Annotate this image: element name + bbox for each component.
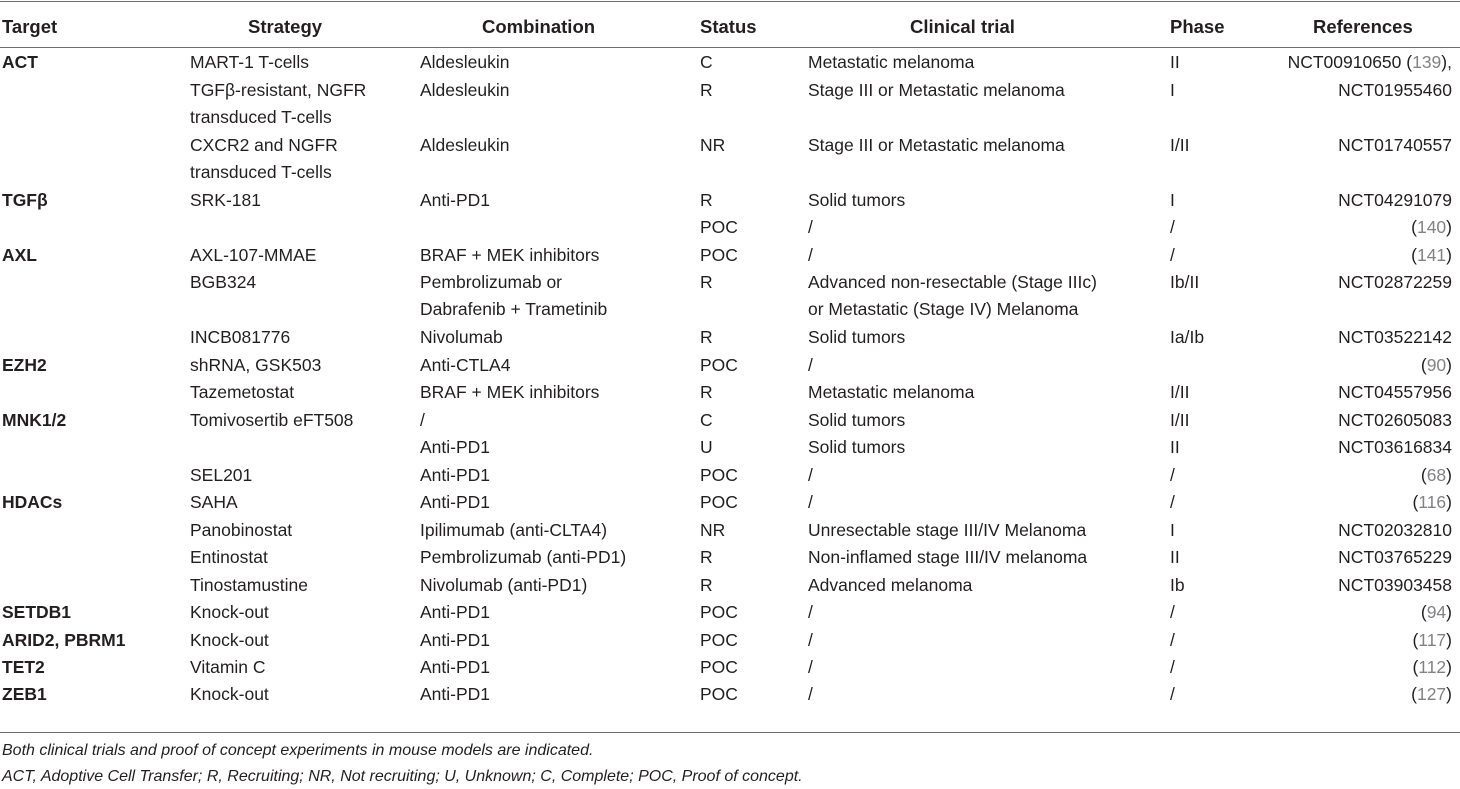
reference-text: ( [1411, 684, 1417, 704]
status-cell: POC [700, 217, 738, 237]
reference-number: 116 [1418, 492, 1447, 512]
trial-cell: Stage III or Metastatic melanoma [808, 80, 1065, 100]
phase-cell: / [1170, 245, 1175, 265]
reference-text: NCT02032810 [1338, 520, 1452, 540]
reference-close: ) [1446, 355, 1452, 375]
header-status: Status [700, 16, 757, 37]
combination-cell: Aldesleukin [420, 135, 510, 155]
reference-cell [1338, 572, 1452, 599]
phase-cell: II [1170, 547, 1180, 567]
reference-text: NCT01955460 [1338, 80, 1452, 100]
reference-text: ( [1412, 492, 1419, 512]
header-combination: Combination [482, 16, 596, 37]
strategy-cell: SRK-181 [190, 190, 262, 210]
combination-cell: Nivolumab [420, 327, 503, 347]
trial-cell: Solid tumors [808, 190, 906, 210]
reference-cell [1411, 681, 1452, 708]
trial-cell: / [808, 492, 813, 512]
phase-cell: / [1170, 492, 1175, 512]
target-cell: TGFβ [2, 190, 48, 210]
reference-cell [1412, 627, 1452, 654]
reference-number: 90 [1426, 355, 1447, 375]
combination-cell: BRAF + MEK inhibitors [420, 245, 600, 265]
reference-close: ) [1446, 657, 1452, 677]
strategy-cell: Tazemetostat [190, 382, 295, 402]
reference-close: ) [1446, 245, 1452, 265]
reference-text: ( [1412, 630, 1419, 650]
phase-cell: / [1170, 602, 1175, 622]
strategy-cell: AXL-107-MMAE [190, 245, 317, 265]
strategy-cell: Knock-out [190, 630, 269, 650]
trial-cell: / [808, 355, 813, 375]
combination-cell: Anti-PD1 [420, 630, 491, 650]
reference-cell [1338, 77, 1452, 104]
phase-cell: / [1170, 465, 1175, 485]
trial-cell: Unresectable stage III/IV Melanoma [808, 520, 1087, 540]
combination-cell: Anti-PD1 [420, 602, 491, 622]
reference-cell [1338, 132, 1452, 159]
combination-cell: / [420, 410, 425, 430]
reference-cell [1411, 214, 1452, 241]
reference-number: 127 [1416, 684, 1447, 704]
reference-close: ) [1446, 630, 1452, 650]
reference-cell [1338, 269, 1452, 296]
reference-text: ( [1411, 245, 1417, 265]
phase-cell: I/II [1170, 135, 1190, 155]
status-cell: POC [700, 657, 738, 677]
status-cell: R [700, 547, 713, 567]
strategy-cell: BGB324 [190, 272, 257, 292]
header-clinical-trial: Clinical trial [910, 16, 1015, 37]
phase-cell: / [1170, 217, 1175, 237]
combination-cell: BRAF + MEK inhibitors [420, 382, 600, 402]
trial-cell: / [808, 602, 813, 622]
trial-cell: Non-inflamed stage III/IV melanoma [808, 547, 1088, 567]
reference-number: 94 [1426, 602, 1447, 622]
phase-cell: II [1170, 437, 1180, 457]
bottom-rule [0, 732, 1460, 733]
footnote-1: Both clinical trials and proof of concept experiments in mouse models are indicated. [2, 742, 594, 759]
strategy-cell: Knock-out [190, 684, 269, 704]
reference-cell [1338, 407, 1452, 434]
footnote-2: ACT, Adoptive Cell Transfer; R, Recruiting; NR, Not recruiting; U, Unknown; C, Complete; POC, Proof of concept. [2, 768, 803, 785]
header-target: Target [2, 16, 58, 37]
reference-cell [1338, 379, 1452, 406]
header-references: References [1313, 16, 1413, 37]
reference-cell [1412, 654, 1452, 681]
phase-cell: Ib/II [1170, 272, 1200, 292]
combination-cell: Anti-CTLA4 [420, 355, 511, 375]
reference-close: ) [1446, 602, 1452, 622]
header-rule [0, 47, 1460, 48]
reference-text: NCT04557956 [1338, 382, 1452, 402]
phase-cell: / [1170, 657, 1175, 677]
reference-cell [1338, 544, 1452, 571]
phase-cell: Ib [1170, 575, 1185, 595]
reference-text: NCT03616834 [1338, 437, 1452, 457]
reference-text: NCT01740557 [1338, 135, 1452, 155]
status-cell: U [700, 437, 713, 457]
reference-cell [1421, 352, 1452, 379]
target-cell: HDACs [2, 492, 63, 512]
phase-cell: II [1170, 52, 1180, 72]
reference-cell [1288, 49, 1452, 76]
combination-cell: Anti-PD1 [420, 437, 491, 457]
reference-text: NCT03522142 [1338, 327, 1452, 347]
status-cell: R [700, 575, 713, 595]
status-cell: NR [700, 135, 726, 155]
reference-close: ), [1441, 52, 1452, 72]
reference-number: 140 [1416, 217, 1447, 237]
phase-cell: / [1170, 630, 1175, 650]
status-cell: POC [700, 492, 738, 512]
target-cell: ARID2, PBRM1 [2, 630, 126, 650]
reference-cell [1338, 517, 1452, 544]
strategy-cell: transduced T-cells [190, 162, 332, 183]
phase-cell: I/II [1170, 382, 1190, 402]
status-cell: POC [700, 245, 738, 265]
reference-text: NCT04291079 [1338, 190, 1452, 210]
reference-text: ( [1420, 602, 1427, 622]
top-rule [0, 1, 1460, 2]
status-cell: R [700, 382, 713, 402]
reference-cell [1421, 462, 1452, 489]
strategy-cell: CXCR2 and NGFR [190, 135, 338, 155]
reference-close: ) [1446, 217, 1452, 237]
status-cell: POC [700, 630, 738, 650]
reference-text: NCT03903458 [1338, 575, 1452, 595]
trial-cell: Solid tumors [808, 327, 906, 347]
strategy-cell: INCB081776 [190, 327, 291, 347]
header-strategy: Strategy [248, 16, 323, 37]
phase-cell: I/II [1170, 410, 1190, 430]
strategy-cell: Vitamin C [190, 657, 266, 677]
strategy-cell: Tinostamustine [190, 575, 309, 595]
trial-cell: Advanced melanoma [808, 575, 973, 595]
target-cell: AXL [2, 245, 37, 265]
reference-number: 117 [1418, 630, 1447, 650]
strategy-cell: MART-1 T-cells [190, 52, 309, 72]
trial-cell: Solid tumors [808, 410, 906, 430]
strategy-cell: TGFβ-resistant, NGFR [190, 80, 367, 100]
reference-number: 68 [1426, 465, 1447, 485]
trial-cell: Stage III or Metastatic melanoma [808, 135, 1065, 155]
strategy-cell: Panobinostat [190, 520, 293, 540]
trial-cell: Metastatic melanoma [808, 382, 975, 402]
header-phase: Phase [1170, 16, 1225, 37]
trial-cell: Solid tumors [808, 437, 906, 457]
reference-number: 112 [1418, 657, 1447, 677]
reference-close: ) [1446, 465, 1452, 485]
status-cell: R [700, 327, 713, 347]
combination-cell: Aldesleukin [420, 52, 510, 72]
strategy-cell: Knock-out [190, 602, 269, 622]
phase-cell: I [1170, 520, 1175, 540]
combination-cell: Anti-PD1 [420, 684, 491, 704]
reference-text: NCT00910650 ( [1287, 52, 1413, 72]
status-cell: POC [700, 465, 738, 485]
trial-cell: / [808, 630, 813, 650]
target-cell: ZEB1 [2, 684, 47, 704]
combination-cell: Anti-PD1 [420, 657, 491, 677]
status-cell: POC [700, 684, 738, 704]
reference-text: NCT03765229 [1338, 547, 1452, 567]
combination-cell: Ipilimumab (anti-CLTA4) [420, 520, 608, 540]
phase-cell: Ia/Ib [1170, 327, 1205, 347]
phase-cell: / [1170, 684, 1175, 704]
combination-cell: Anti-PD1 [420, 492, 491, 512]
reference-text: ( [1420, 465, 1427, 485]
combination-cell: Nivolumab (anti-PD1) [420, 575, 588, 595]
reference-cell [1338, 324, 1452, 351]
combination-cell: Dabrafenib + Trametinib [420, 299, 608, 320]
combination-cell: Aldesleukin [420, 80, 510, 100]
strategy-cell: Tomivosertib eFT508 [190, 410, 354, 430]
status-cell: R [700, 80, 713, 100]
combination-cell: Pembrolizumab (anti-PD1) [420, 547, 627, 567]
combination-cell: Pembrolizumab or [420, 272, 562, 292]
target-cell: SETDB1 [2, 602, 72, 622]
reference-cell [1338, 434, 1452, 461]
reference-close: ) [1446, 492, 1452, 512]
reference-text: NCT02605083 [1338, 410, 1452, 430]
trial-cell: / [808, 465, 813, 485]
status-cell: C [700, 410, 713, 430]
reference-cell [1412, 489, 1452, 516]
status-cell: POC [700, 355, 738, 375]
phase-cell: I [1170, 80, 1175, 100]
phase-cell: I [1170, 190, 1175, 210]
target-cell: TET2 [2, 657, 45, 677]
target-cell: ACT [2, 52, 38, 72]
status-cell: NR [700, 520, 726, 540]
combination-cell: Anti-PD1 [420, 465, 491, 485]
reference-number: 139 [1412, 52, 1442, 72]
reference-text: ( [1420, 355, 1427, 375]
trial-cell: / [808, 657, 813, 677]
trial-cell: / [808, 684, 813, 704]
trial-cell: / [808, 245, 813, 265]
reference-close: ) [1446, 684, 1452, 704]
trial-cell: or Metastatic (Stage IV) Melanoma [808, 299, 1079, 320]
strategy-cell: Entinostat [190, 547, 268, 567]
reference-text: ( [1412, 657, 1419, 677]
reference-text: ( [1411, 217, 1417, 237]
strategy-cell: SEL201 [190, 465, 253, 485]
status-cell: R [700, 190, 713, 210]
strategy-cell: SAHA [190, 492, 238, 512]
reference-text: NCT02872259 [1338, 272, 1452, 292]
target-cell: MNK1/2 [2, 410, 67, 430]
reference-number: 141 [1416, 245, 1447, 265]
reference-cell [1411, 242, 1452, 269]
strategy-cell: transduced T-cells [190, 107, 332, 128]
reference-cell [1338, 187, 1452, 214]
strategy-cell: shRNA, GSK503 [190, 355, 322, 375]
reference-cell [1421, 599, 1452, 626]
combination-cell: Anti-PD1 [420, 190, 491, 210]
trial-cell: Advanced non-resectable (Stage IIIc) [808, 272, 1097, 292]
status-cell: R [700, 272, 713, 292]
status-cell: POC [700, 602, 738, 622]
trial-cell: Metastatic melanoma [808, 52, 975, 72]
status-cell: C [700, 52, 713, 72]
trial-cell: / [808, 217, 813, 237]
target-cell: EZH2 [2, 355, 47, 375]
